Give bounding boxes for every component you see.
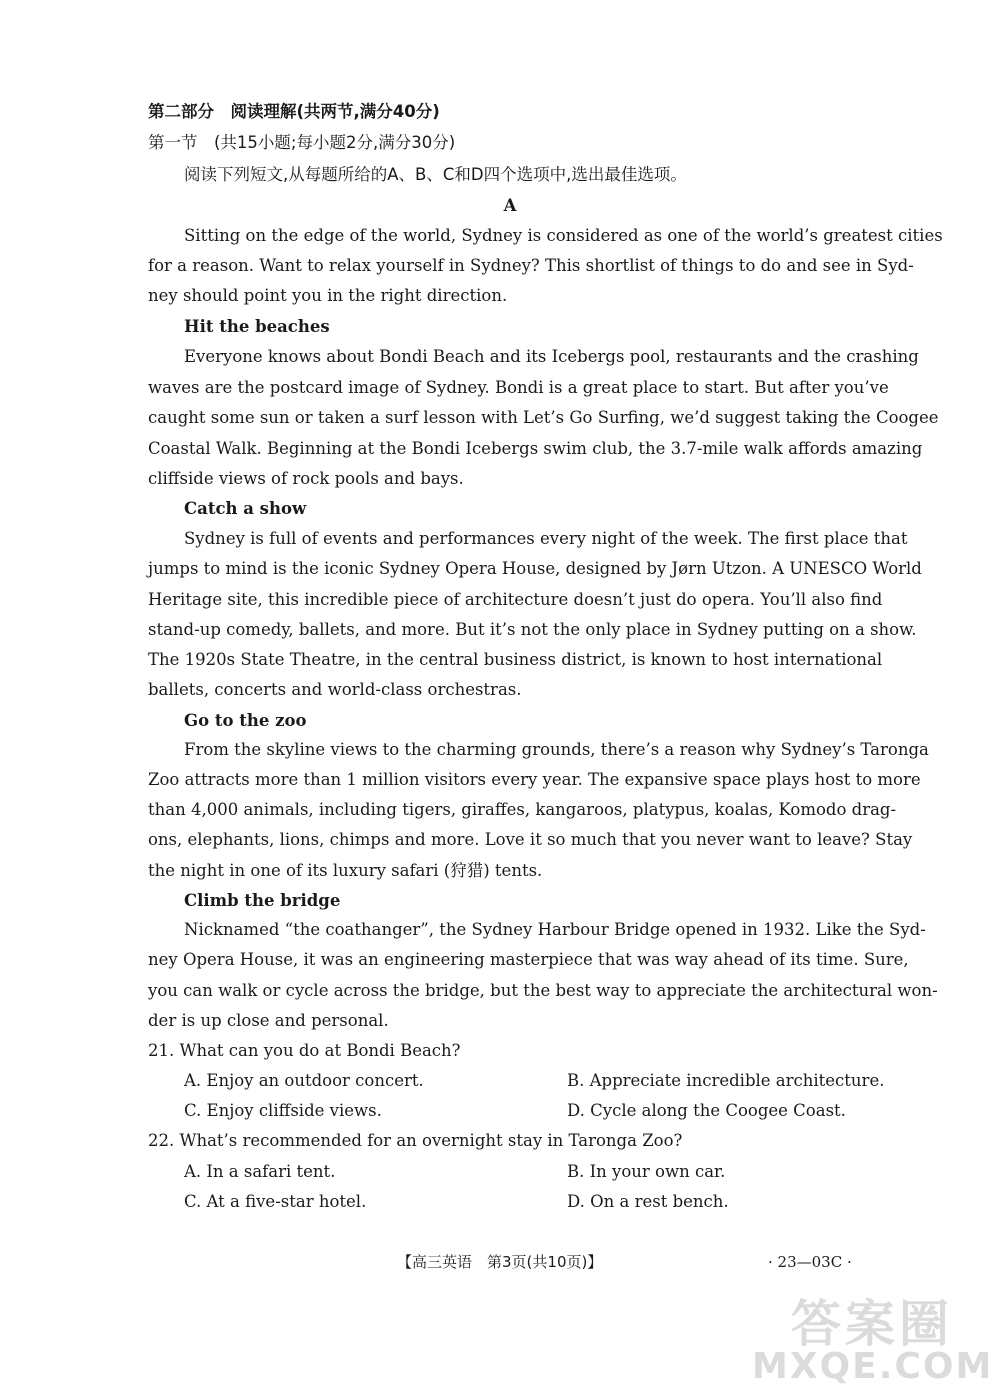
part-title: 第二部分 阅读理解(共两节,满分40分) [148,102,440,121]
paragraph-line: Sitting on the edge of the world, Sydney is considered as one of the world’s greatest cities [184,226,943,245]
watermark-url: MXQE.COM [752,1346,994,1387]
paragraph-line: cliffside views of rock pools and bays. [148,469,464,488]
paragraph-line: than 4,000 animals, including tigers, giraffes, kangaroos, platypus, koalas, Komodo drag- [148,800,897,819]
paragraph-line: ballets, concerts and world-class orchestras. [148,680,522,699]
answer-option: A. In a safari tent. [184,1162,336,1181]
paragraph-line: ney Opera House, it was an engineering masterpiece that was way ahead of its time. Sure, [148,950,909,969]
paragraph-line: you can walk or cycle across the bridge, but the best way to appreciate the architectural won- [148,981,938,1000]
paragraph-line: Heritage site, this incredible piece of architecture doesn’t just do opera. You’ll also find [148,590,883,609]
paragraph-line: From the skyline views to the charming grounds, there’s a reason why Sydney’s Taronga [184,740,929,759]
paragraph-line: stand-up comedy, ballets, and more. But it’s not the only place in Sydney putting on a show. [148,620,917,639]
paragraph-line: ney should point you in the right direction. [148,286,508,305]
paragraph-line: Sydney is full of events and performances every night of the week. The first place that [184,529,908,548]
page-footer-code: · 23—03C · [768,1253,852,1271]
watermark-text: 答案圈 [791,1295,953,1353]
section-heading: Catch a show [184,499,307,518]
instructions: 阅读下列短文,从每题所给的A、B、C和D四个选项中,选出最佳选项。 [184,165,687,184]
answer-option: B. Appreciate incredible architecture. [567,1071,885,1090]
paragraph-line: Nicknamed “the coathanger”, the Sydney Harbour Bridge opened in 1932. Like the Syd- [184,920,926,939]
question-stem: 21. What can you do at Bondi Beach? [148,1041,461,1060]
section-heading: Climb the bridge [184,891,341,910]
page-footer-label: 【高三英语 第3页(共10页)】 [397,1253,603,1271]
section-title: 第一节 (共15小题;每小题2分,满分30分) [148,133,456,152]
paragraph-line: caught some sun or taken a surf lesson with Let’s Go Surfing, we’d suggest taking the Coogee [148,408,939,427]
section-heading: Hit the beaches [184,317,330,336]
paragraph-line: jumps to mind is the iconic Sydney Opera House, designed by Jørn Utzon. A UNESCO World [148,559,922,578]
paragraph-line: The 1920s State Theatre, in the central business district, is known to host international [148,650,883,669]
answer-option: A. Enjoy an outdoor concert. [184,1071,424,1090]
answer-option: B. In your own car. [567,1162,726,1181]
paragraph-line: der is up close and personal. [148,1011,389,1030]
paragraph-line: the night in one of its luxury safari (狩猎) tents. [148,861,543,880]
paragraph-line: ons, elephants, lions, chimps and more. Love it so much that you never want to leave? Stay [148,830,913,849]
answer-option: C. Enjoy cliffside views. [184,1101,382,1120]
paragraph-line: Zoo attracts more than 1 million visitors every year. The expansive space plays host to more [148,770,921,789]
paragraph-line: Coastal Walk. Beginning at the Bondi Icebergs swim club, the 3.7-mile walk affords amazing [148,439,923,458]
paragraph-line: Everyone knows about Bondi Beach and its Icebergs pool, restaurants and the crashing [184,347,919,366]
question-stem: 22. What’s recommended for an overnight stay in Taronga Zoo? [148,1131,683,1150]
watermark-logo [752,1284,992,1394]
answer-option: D. Cycle along the Coogee Coast. [567,1101,846,1120]
answer-option: D. On a rest bench. [567,1192,729,1211]
paragraph-line: for a reason. Want to relax yourself in Sydney? This shortlist of things to do and see in Syd- [148,256,914,275]
passage-label: A [503,196,517,215]
section-heading: Go to the zoo [184,711,307,730]
paragraph-line: waves are the postcard image of Sydney. Bondi is a great place to start. But after you’ve [148,378,889,397]
answer-option: C. At a five-star hotel. [184,1192,367,1211]
